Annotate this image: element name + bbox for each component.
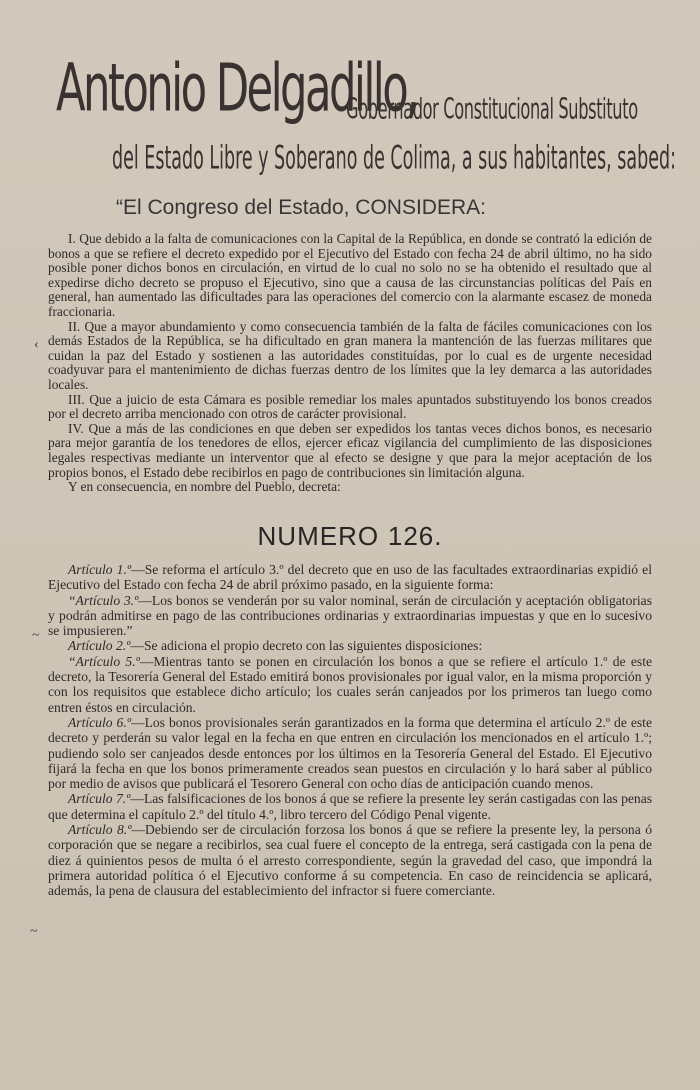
margin-mark: ‹ (34, 337, 39, 352)
margin-mark: ~ (30, 924, 38, 939)
consideration-2: II. Que a mayor abundamiento y como consecuencia también de la falta de fáciles comunicaciones con los demás Estados de la República, se ha dificultado en gran manera la mantención de las fuerzas militares que cuidan la paz del Estado y sostienen a las autoridades constituídas, por lo cual es de urgente necesidad coadyuvar para el mantenimiento de dichas fuerzas dentro de los límites que la ley demarca a las autoridades locales. (48, 318, 652, 392)
article-6 (48, 715, 652, 791)
article-3-head: “Artículo 3.º (68, 592, 139, 608)
governor-name: Antonio Delgadillo, (56, 50, 418, 127)
numero-label: NUMERO (257, 521, 380, 551)
article-7-text: —Las falsificaciones de los bonos á que se refiere la presente ley serán castigadas con las penas que determina el capítulo 2.º del título 4.º, libro tercero del Código Penal vigente. (48, 791, 653, 822)
decree-number (0, 520, 700, 552)
article-1-head: Artículo 1.º (68, 562, 132, 577)
articles-block (48, 562, 652, 899)
header-line-2: del Estado Libre y Soberano de Colima, a sus habitantes, sabed: (112, 140, 676, 177)
article-7-head: Artículo 7.º (68, 791, 131, 807)
numero-value: 126. (387, 521, 443, 551)
article-2-text: —Se adiciona el propio decreto con las siguientes disposiciones: (130, 638, 483, 654)
article-8-head: Artículo 8.º (68, 822, 132, 838)
article-2-head: Artículo 2.º (68, 638, 131, 654)
header-line-1 (56, 50, 656, 142)
article-8 (48, 822, 652, 898)
article-5-text: —Mientras tanto se ponen en circulación los bonos a que se refiere el artículo 1.º de este decreto, la Tesorería General del Estado emitirá bonos provisionales por igual valor, en la misma proporción y con los requisitos que establece dicho artículo; los cuales serán canjeados por los primeros tan luego como entren éstos en circulación. (48, 653, 652, 715)
article-5-head: “Artículo 5.º (68, 653, 140, 669)
article-3-text: —Los bonos se venderán por su valor nominal, serán de circulación y aceptación obligatorias y podrán admitirse en pago de las contribuciones ordinarias y extraordinarias impuestas y que en lo sucesivo se impusieren.” (48, 592, 652, 639)
considera-heading: “El Congreso del Estado, CONSIDERA: (116, 196, 486, 219)
consideration-1: I. Que debido a la falta de comunicaciones con la Capital de la República, en donde se contrató la edición de bonos a que se refiere el decreto expedido por el Ejecutivo del Estado con fecha 24 de abril último, no ha sido posible poner dichos bonos en circulación, en virtud de lo cual no solo no se ha obtenido el resultado que al expedirse dicho decreto se propuso el Ejecutivo, sino que a causa de las circunstancias políticas del País en general, han aumentado las dificultades para las operaciones del comercio con la alarmante escasez de moneda fraccionaria. (48, 231, 652, 319)
article-1-text: —Se reforma el artículo 3.º del decreto que en uso de las facultades extraordinarias expidió el Ejecutivo del Estado con fecha 24 de abril próximo pasado, en la siguiente forma: (48, 562, 652, 593)
article-5-quoted (48, 654, 652, 715)
consideration-3: III. Que a juicio de esta Cámara es posible remediar los males apuntados substituyendo los bonos creados por el decreto arriba mencionado con otros de carácter provisional. (48, 391, 652, 422)
governor-title: Gobernador Constitucional Substituto (346, 92, 638, 126)
article-2 (48, 638, 652, 653)
article-8-text: —Debiendo ser de circulación forzosa los bonos á que se refiere la presente ley, la persona ó corporación que se negare a recibirlos, sea cual fuere el concepto de la entrega, será castigada con la pena de diez á quinientos pesos de multa ó el arresto correspondiente, según la gravedad del caso, que impondrá la primera autoridad política ó el Ejecutivo conforme á su competencia. En caso de reincidencia se aplicará, además, la pena de clausura del establecimiento del infractor si fuere comerciante. (48, 822, 652, 899)
article-6-head: Artículo 6.º (68, 714, 131, 730)
consideration-4: IV. Que a más de las condiciones en que deben ser expedidos los tantas veces dichos bonos, es necesario para mejor garantía de los tenedores de ellos, ejercer eficaz vigilancia del cumplimiento de las disposiciones legales respectivas mediante un interventor que al efecto se designe y que para la mejor aceptación de los propios bonos, el Estado debe recibirlos en pago de contribuciones sin limitación alguna. (48, 420, 652, 480)
considerations-block (48, 232, 652, 495)
article-6-text: —Los bonos provisionales serán garantizados en la forma que determina el artículo 2.º de este decreto y perderán su valor legal en la fecha en que entren en circulación los mencionados en el artículo 1.º; pudiendo solo ser canjeados desde entonces por los últimos en la Tesorería General del Estado. El Ejecutivo fijará la fecha en que los bonos primeramente creados sean puestos en circulación y lo hará saber al público por medio de avisos que publicará el Tesorero General con ocho días de anticipación cuando menos. (48, 714, 652, 792)
article-1 (48, 562, 652, 593)
article-7 (48, 791, 652, 822)
margin-mark: ~ (32, 628, 40, 643)
decreta-line: Y en consecuencia, en nombre del Pueblo, decreta: (68, 479, 341, 495)
article-3-quoted (48, 593, 652, 639)
